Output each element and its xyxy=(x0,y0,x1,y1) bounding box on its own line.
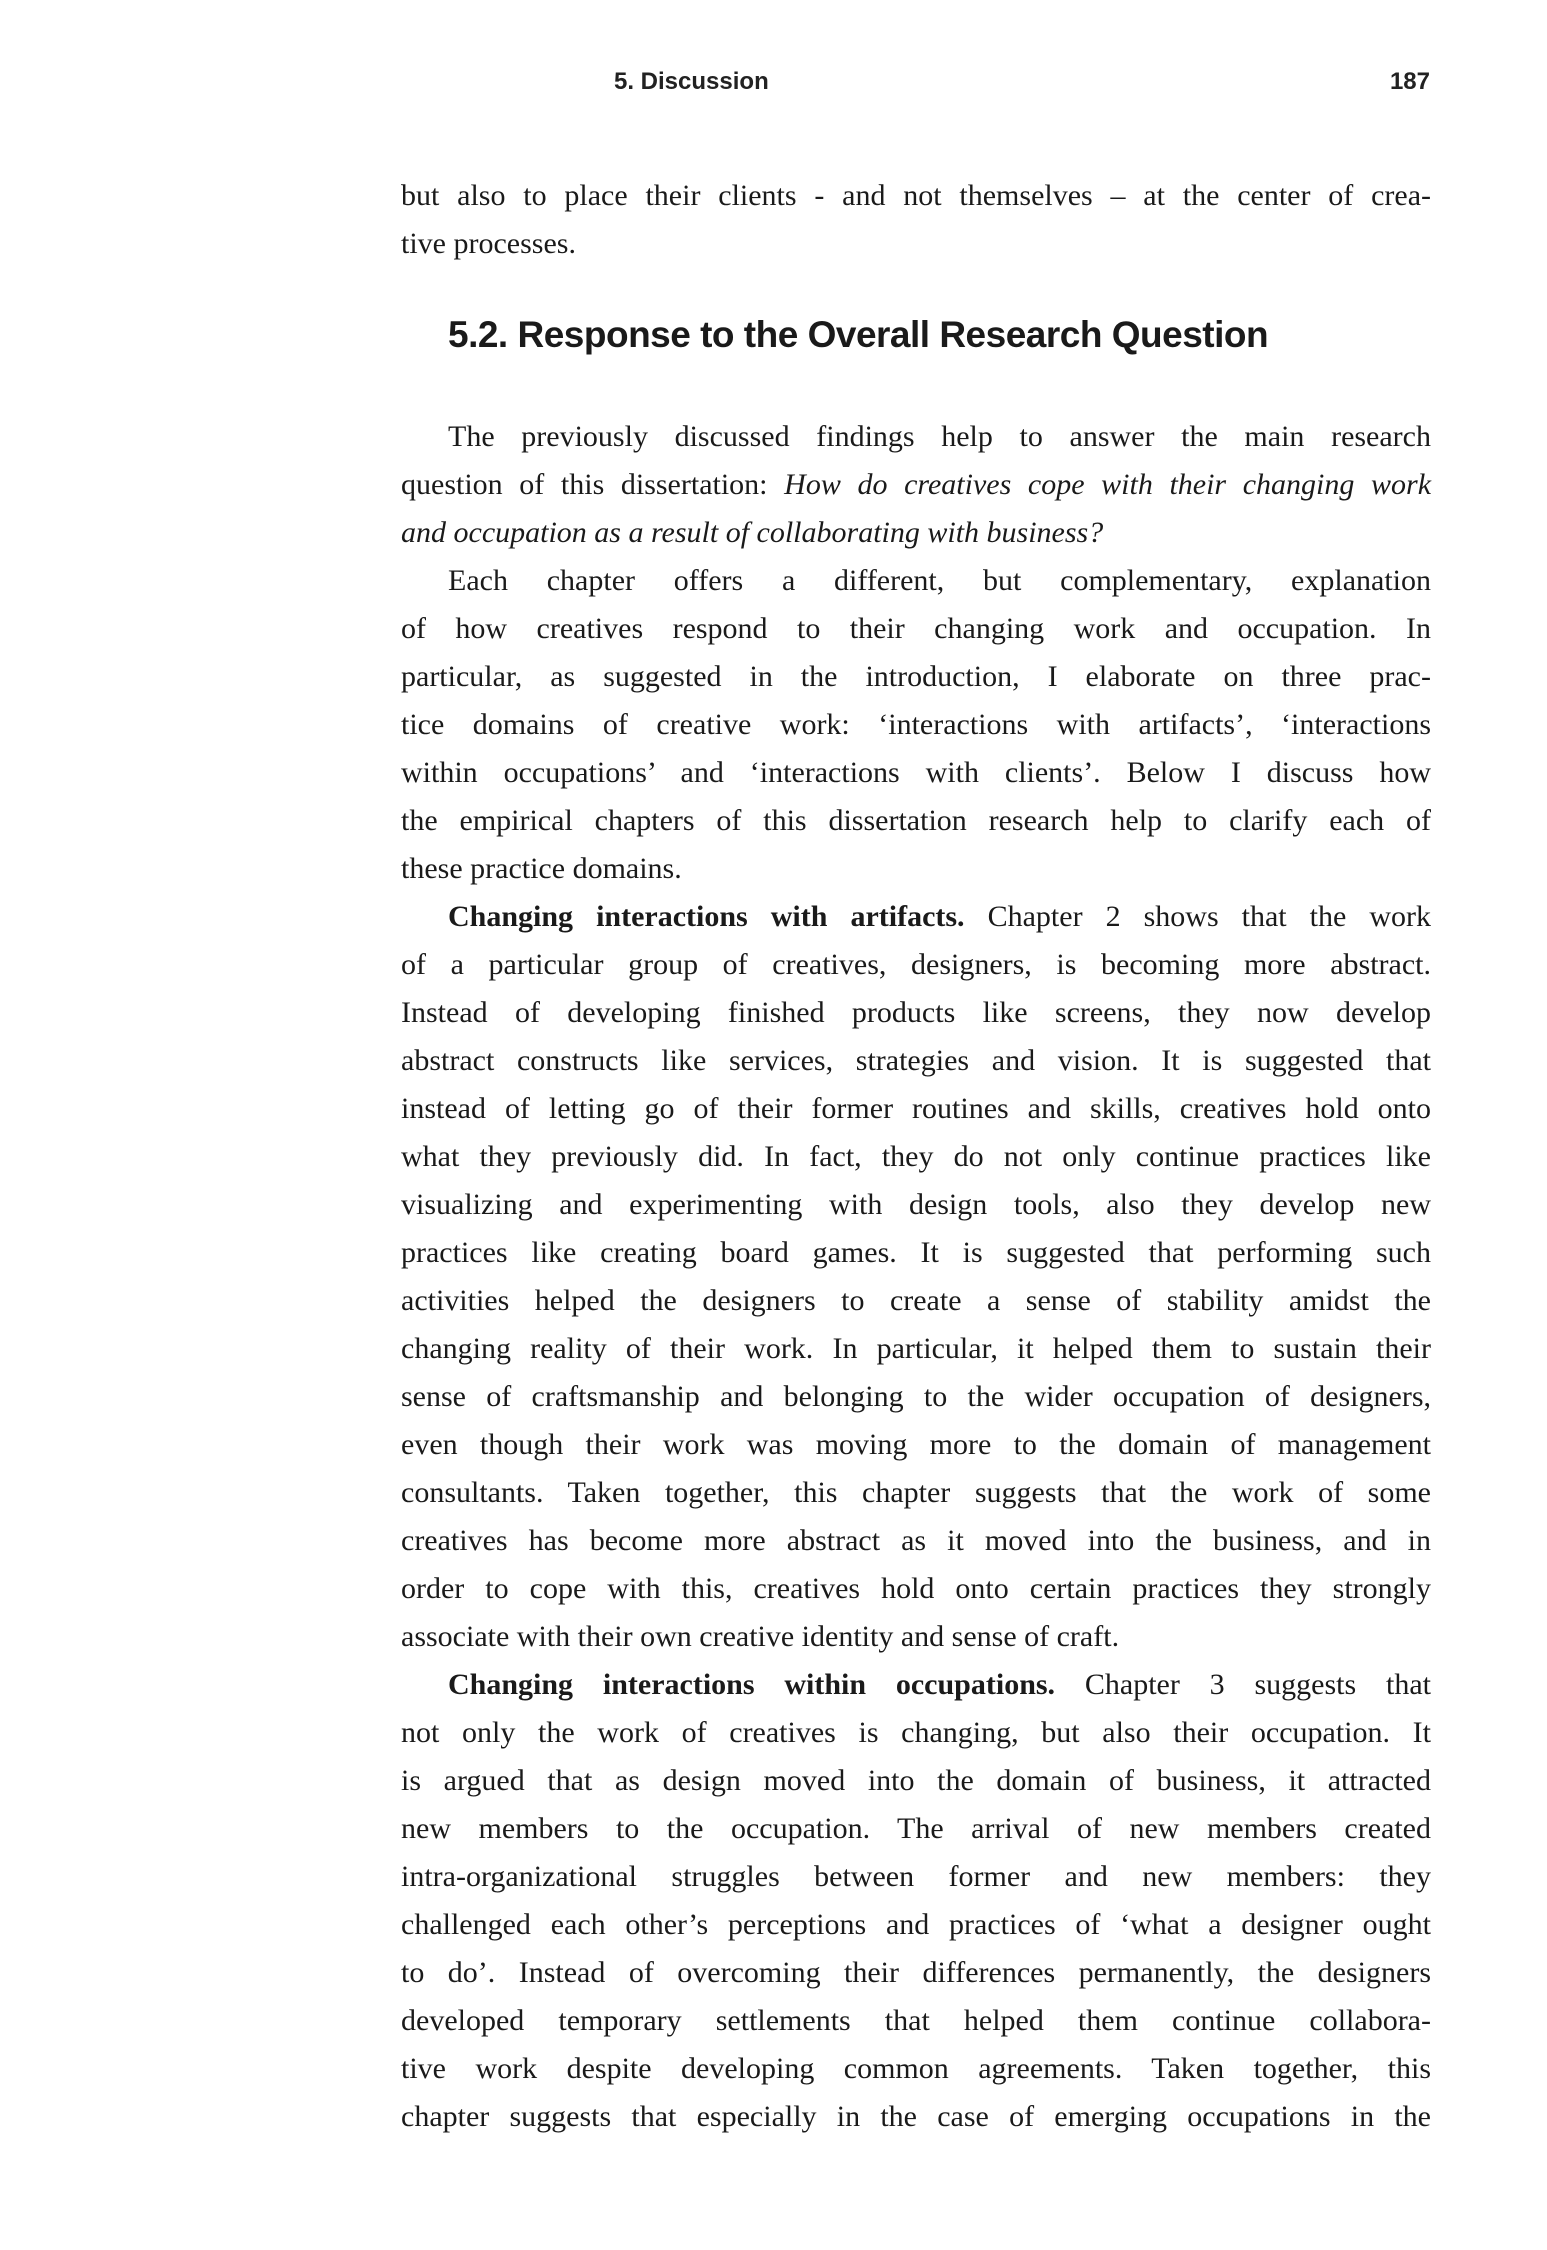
text-segment: question of this dissertation: xyxy=(401,468,785,501)
text-segment: instead of letting go of their former routines and skills, creatives hold onto xyxy=(401,1092,1431,1125)
text-line xyxy=(401,749,1431,797)
text-segment: developed temporary settlements that helped them continue collabora- xyxy=(401,2004,1431,2037)
text-line xyxy=(401,220,1431,268)
text-segment: changing reality of their work. In particular, it helped them to sustain their xyxy=(401,1332,1431,1365)
text-segment: associate with their own creative identity and sense of craft. xyxy=(401,1620,1120,1653)
body-text xyxy=(401,413,1431,2141)
text-line xyxy=(401,1949,1431,1997)
text-segment: particular, as suggested in the introduction, I elaborate on three prac- xyxy=(401,660,1431,693)
text-segment: order to cope with this, creatives hold onto certain practices they strongly xyxy=(401,1572,1431,1605)
text-line xyxy=(401,1661,1431,1709)
text-line xyxy=(401,1805,1431,1853)
text-segment: chapter suggests that especially in the case of emerging occupations in the xyxy=(401,2100,1431,2133)
text-segment: what they previously did. In fact, they do not only continue practices like xyxy=(401,1140,1431,1173)
text-line xyxy=(401,509,1431,557)
text-segment: tive processes. xyxy=(401,227,576,260)
text-segment: challenged each other’s perceptions and practices of ‘what a designer ought xyxy=(401,1908,1431,1941)
running-head: 5. Discussion xyxy=(614,68,769,95)
text-segment: even though their work was moving more to the domain of management xyxy=(401,1428,1431,1461)
text-segment: consultants. Taken together, this chapter suggests that the work of some xyxy=(401,1476,1431,1509)
text-line xyxy=(401,1901,1431,1949)
text-line xyxy=(401,989,1431,1037)
text-line xyxy=(401,1373,1431,1421)
text-segment: tive work despite developing common agreements. Taken together, this xyxy=(401,2052,1431,2085)
text-segment: Chapter 3 suggests that xyxy=(1055,1668,1431,1701)
text-line xyxy=(401,461,1431,509)
text-segment: visualizing and experimenting with design tools, also they develop new xyxy=(401,1188,1431,1221)
italic-text: How do creatives cope with their changing work xyxy=(784,468,1432,501)
text-line xyxy=(401,1469,1431,1517)
text-line xyxy=(401,1613,1431,1661)
text-line xyxy=(401,2045,1431,2093)
text-segment: these practice domains. xyxy=(401,852,682,885)
section-heading: 5.2. Response to the Overall Research Question xyxy=(448,314,1269,355)
text-segment: new members to the occupation. The arrival of new members created xyxy=(401,1812,1431,1845)
text-segment: intra-organizational struggles between former and new members: they xyxy=(401,1860,1431,1893)
text-line xyxy=(401,893,1431,941)
text-segment: sense of craftsmanship and belonging to the wider occupation of designers, xyxy=(401,1380,1431,1413)
text-segment: of how creatives respond to their changing work and occupation. In xyxy=(401,612,1431,645)
text-line xyxy=(401,1229,1431,1277)
text-line xyxy=(401,701,1431,749)
text-segment: within occupations’ and ‘interactions with clients’. Below I discuss how xyxy=(401,756,1431,789)
text-segment: tice domains of creative work: ‘interactions with artifacts’, ‘interactions xyxy=(401,708,1431,741)
text-line xyxy=(401,2093,1431,2141)
text-line xyxy=(401,413,1431,461)
text-line xyxy=(401,1517,1431,1565)
text-segment: practices like creating board games. It is suggested that performing such xyxy=(401,1236,1431,1269)
text-line xyxy=(401,1037,1431,1085)
text-line xyxy=(401,653,1431,701)
text-line xyxy=(401,1709,1431,1757)
text-segment: not only the work of creatives is changing, but also their occupation. It xyxy=(401,1716,1431,1749)
text-segment: Instead of developing finished products like screens, they now develop xyxy=(401,996,1431,1029)
text-line xyxy=(401,605,1431,653)
text-line xyxy=(401,1421,1431,1469)
text-segment: Chapter 2 shows that the work xyxy=(964,900,1431,933)
text-segment: The previously discussed findings help to answer the main research xyxy=(448,420,1431,453)
text-line xyxy=(401,557,1431,605)
text-line xyxy=(401,1277,1431,1325)
text-line xyxy=(401,941,1431,989)
text-line xyxy=(401,845,1431,893)
top-paragraph xyxy=(401,172,1431,268)
bold-run-in-heading: Changing interactions within occupations. xyxy=(448,1668,1056,1701)
text-line xyxy=(401,172,1431,220)
page-number: 187 xyxy=(1389,68,1430,95)
text-line xyxy=(401,1997,1431,2045)
text-line xyxy=(401,797,1431,845)
text-line xyxy=(401,1085,1431,1133)
text-segment: Each chapter offers a different, but complementary, explanation xyxy=(448,564,1431,597)
text-line xyxy=(401,1133,1431,1181)
text-segment: abstract constructs like services, strategies and vision. It is suggested that xyxy=(401,1044,1431,1077)
text-line xyxy=(401,1565,1431,1613)
text-line xyxy=(401,1853,1431,1901)
text-segment: but also to place their clients - and not themselves – at the center of crea- xyxy=(401,179,1431,212)
text-segment: the empirical chapters of this dissertation research help to clarify each of xyxy=(401,804,1431,837)
text-line xyxy=(401,1757,1431,1805)
text-segment: of a particular group of creatives, designers, is becoming more abstract. xyxy=(401,948,1431,981)
text-segment: activities helped the designers to create a sense of stability amidst the xyxy=(401,1284,1431,1317)
bold-run-in-heading: Changing interactions with artifacts. xyxy=(448,900,965,933)
text-segment: to do’. Instead of overcoming their differences permanently, the designers xyxy=(401,1956,1431,1989)
text-segment: is argued that as design moved into the domain of business, it attracted xyxy=(401,1764,1431,1797)
italic-text: and occupation as a result of collaborating with business? xyxy=(401,516,1104,549)
text-line xyxy=(401,1325,1431,1373)
text-segment: creatives has become more abstract as it moved into the business, and in xyxy=(401,1524,1431,1557)
text-line xyxy=(401,1181,1431,1229)
